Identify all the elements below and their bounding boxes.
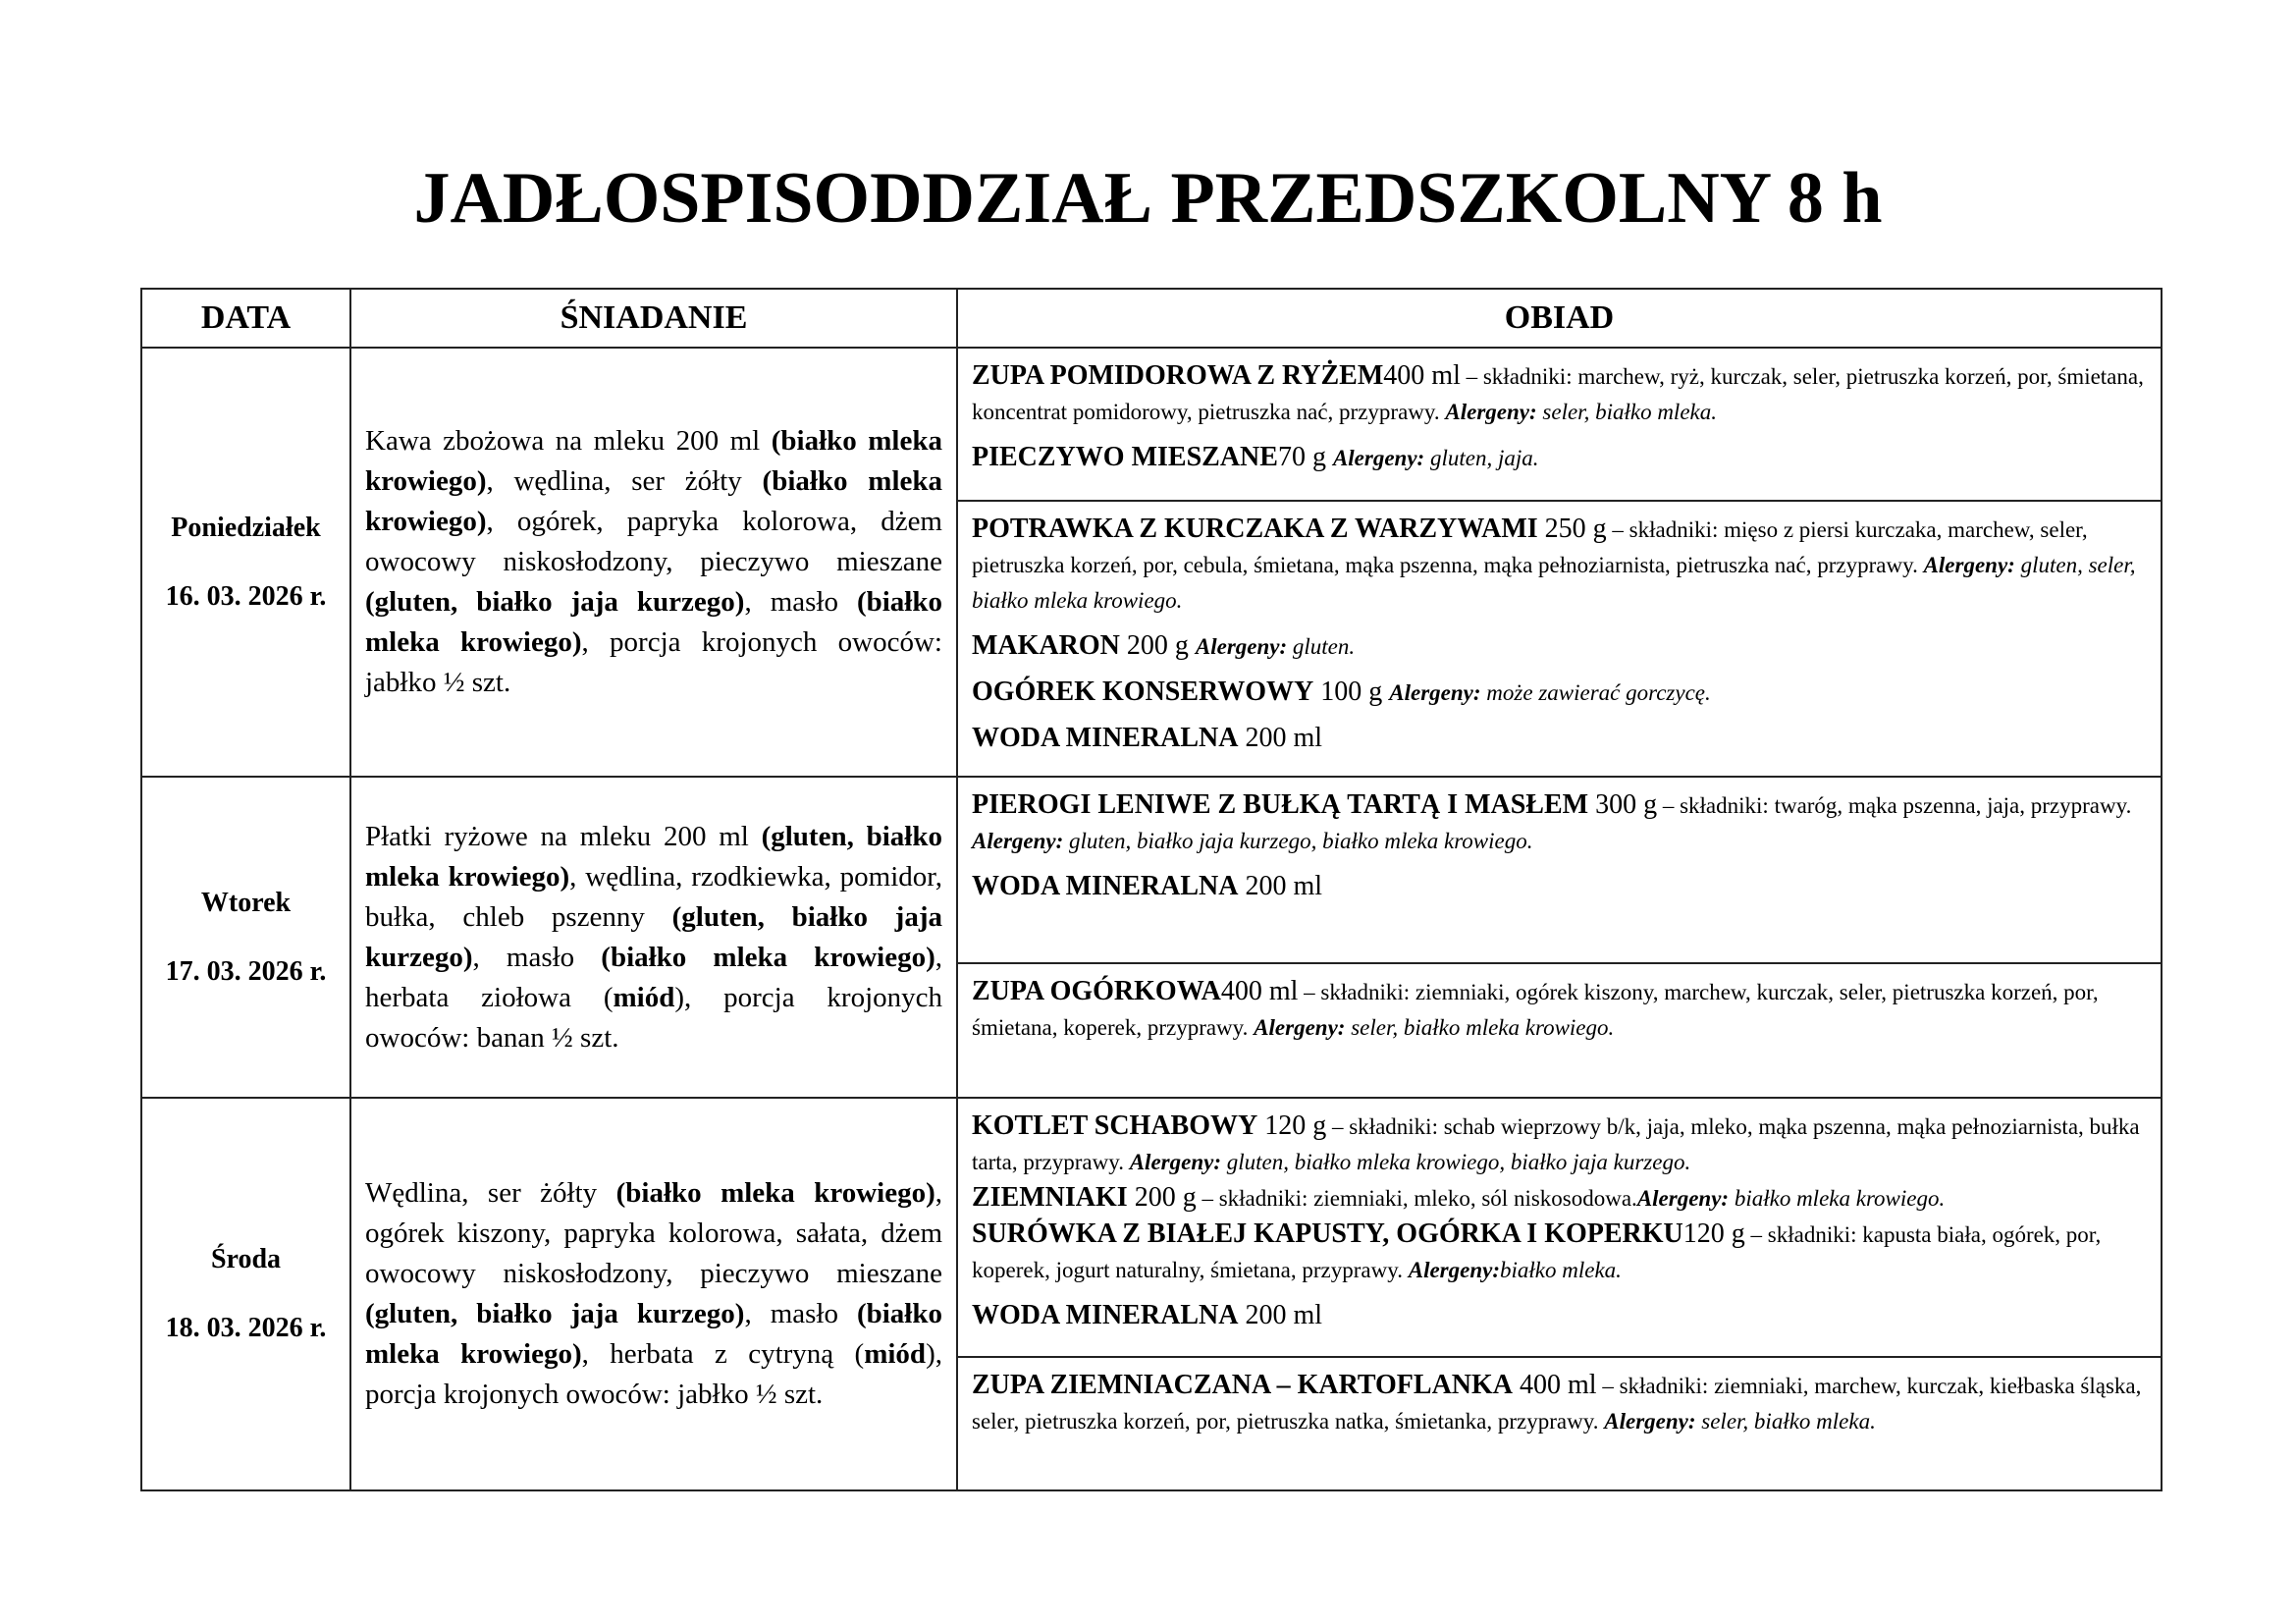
breakfast-text: , masło [472,941,602,973]
lunch-cell [957,348,2162,501]
breakfast-text: , masło [744,586,857,618]
allergen-text: (białko mleka krowiego) [365,425,942,497]
dish-quantity: 120 g [1257,1110,1327,1141]
dish-ingredients: – składniki: ziemniaki, mleko, sól niskosodowa. [1196,1186,1637,1211]
allergen-list: seler, białko mleka. [1695,1409,1876,1434]
header-date: DATA [141,289,350,348]
allergen-label: Alergeny: [1254,1015,1346,1040]
allergen-list: białko mleka. [1500,1258,1622,1282]
menu-table [140,288,2163,1491]
allergen-text: (białko mleka krowiego) [365,586,942,658]
dish-quantity: 200 ml [1238,1300,1323,1330]
allergen-text: (białko mleka krowiego) [365,1298,942,1370]
dish-ingredients: – składniki: mięso z piersi kurczaka, marchew, seler, pietruszka korzeń, por, cebula, śmietana, mąka pszenna, mąka pełnoziarnista, pietruszka nać, przyprawy. [972,517,2088,577]
allergen-label: Alergeny: [1636,1186,1730,1211]
dish-ingredients: – składniki: kapusta biała, ogórek, por, koperek, jogurt naturalny, śmietana, przyprawy. [972,1222,2102,1282]
lunch-item [972,675,2147,711]
dish-name: OGÓREK KONSERWOWY [972,677,1314,707]
lunch-item [972,974,2147,1046]
allergen-label: Alergeny: [1129,1150,1221,1174]
dish-quantity: 100 g [1313,677,1390,707]
allergen-text: miód [613,981,675,1013]
lunch-item [972,1217,2147,1288]
allergen-list: gluten, białko jaja kurzego, białko mleka krowiego. [1063,829,1533,853]
dish-ingredients: – składniki: schab wieprzowy b/k, jaja, mleko, mąka pszenna, mąka pełnoziarnista, bułka tarta, przyprawy. [972,1114,2140,1174]
dish-quantity: 200 ml [1238,723,1323,753]
dish-name: SURÓWKA Z BIAŁEJ KAPUSTY, OGÓRKA I KOPERKU [972,1218,1683,1249]
breakfast-text: , porcja krojonych owoców: jabłko ½ szt. [365,626,942,698]
allergen-label: Alergeny: [972,829,1064,853]
dish-name: MAKARON [972,630,1120,661]
lunch-cell [957,501,2162,777]
day-date: 17. 03. 2026 r. [165,955,327,987]
breakfast-text: , ogórek kiszony, papryka kolorowa, sałata, dżem owocowy niskosłodzony, pieczywo mieszane [365,1177,943,1289]
breakfast-text: Płatki ryżowe na mleku 200 ml [365,820,762,852]
date-cell [141,1098,350,1490]
allergen-label: Alergeny: [1923,553,2015,577]
lunch-item [972,869,2147,905]
header-breakfast: ŚNIADANIE [350,289,957,348]
dish-quantity: 200 g [1127,1182,1197,1213]
date-cell [141,777,350,1098]
allergen-list: gluten, seler, białko mleka krowiego. [972,553,2136,613]
allergen-text: (gluten, białko jaja kurzego) [365,1298,745,1329]
dish-quantity: 300 g [1588,789,1658,820]
dish-name: ZUPA ZIEMNIACZANA – KARTOFLANKA [972,1370,1514,1400]
allergen-text: miód [864,1338,927,1370]
lunch-item [972,440,2147,476]
allergen-list: gluten. [1287,634,1356,659]
breakfast-text: , herbata ziołowa ( [365,941,942,1013]
table-row [141,1098,2162,1357]
dish-name: ZUPA POMIDOROWA Z RYŻEM [972,360,1384,391]
dish-ingredients: – składniki: ziemniaki, marchew, kurczak, kiełbaska śląska, seler, pietruszka korzeń, por, pietruszka natka, śmietanka, przyprawy. [972,1374,2142,1434]
dish-quantity: 400 ml [1513,1370,1597,1400]
allergen-list: białko mleka krowiego. [1729,1186,1946,1211]
dish-quantity: 250 g [1537,514,1607,544]
breakfast-text: ), porcja krojonych owoców: banan ½ szt. [365,981,942,1054]
dish-quantity: 200 ml [1238,871,1323,901]
dish-quantity: 400 ml [1220,976,1299,1006]
breakfast-text: ), porcja krojonych owoców: jabłko ½ szt. [365,1338,942,1410]
allergen-text: (gluten, białko jaja kurzego) [365,900,942,973]
dish-ingredients: – składniki: marchew, ryż, kurczak, seler, pietruszka korzeń, por, śmietana, koncentrat pomidorowy, pietruszka nać, przyprawy. [972,364,2144,424]
dish-name: WODA MINERALNA [972,871,1239,901]
menu-body [141,348,2162,1490]
lunch-item [972,1180,2147,1217]
day-name: Poniedziałek [171,512,321,543]
day-name: Wtorek [200,887,292,918]
dish-name: ZIEMNIAKI [972,1182,1128,1213]
dish-name: ZUPA OGÓRKOWA [972,976,1221,1006]
allergen-label: Alergeny: [1389,680,1481,705]
dish-quantity: 120 g [1682,1218,1745,1249]
dish-name: WODA MINERALNA [972,723,1239,753]
breakfast-text: , herbata z cytryną ( [581,1338,865,1370]
allergen-label: Alergeny: [1332,446,1425,470]
lunch-item [972,1368,2147,1439]
lunch-item [972,721,2147,757]
lunch-cell [957,963,2162,1098]
lunch-item [972,628,2147,665]
breakfast-cell [350,1098,957,1490]
allergen-label: Alergeny: [1408,1258,1500,1282]
breakfast-text: Kawa zbożowa na mleku 200 ml [365,425,772,457]
breakfast-text: , masło [744,1298,857,1329]
dish-quantity: 200 g [1119,630,1196,661]
day-date: 18. 03. 2026 r. [165,1313,327,1343]
allergen-text: (białko mleka krowiego) [615,1177,935,1209]
breakfast-text: Wędlina, ser żółty [365,1177,616,1209]
dish-name: KOTLET SCHABOWY [972,1110,1258,1141]
lunch-item [972,358,2147,430]
dish-ingredients: – składniki: ziemniaki, ogórek kiszony, marchew, kurczak, seler, pietruszka korzeń, por, śmietana, koperek, przyprawy. [972,980,2099,1040]
breakfast-cell [350,777,957,1098]
dish-quantity: 400 ml [1383,360,1461,391]
allergen-list: seler, białko mleka. [1536,400,1717,424]
dish-ingredients: – składniki: twaróg, mąka pszenna, jaja, przyprawy. [1657,793,2132,818]
header-row [141,289,2162,348]
dish-name: POTRAWKA Z KURCZAKA Z WARZYWAMI [972,514,1538,544]
allergen-text: (białko mleka krowiego) [601,941,935,973]
lunch-item [972,787,2147,859]
lunch-item [972,1298,2147,1334]
day-date: 16. 03. 2026 r. [165,580,327,612]
dish-name: PIEROGI LENIWE Z BUŁKĄ TARTĄ I MASŁEM [972,789,1589,820]
breakfast-cell [350,348,957,777]
dish-name: WODA MINERALNA [972,1300,1239,1330]
allergen-label: Alergeny: [1604,1409,1696,1434]
header-lunch: OBIAD [957,289,2162,348]
allergen-list: seler, białko mleka krowiego. [1345,1015,1615,1040]
dish-name: PIECZYWO MIESZANE [972,442,1278,472]
allergen-list: gluten, białko mleka krowiego, białko jaja kurzego. [1220,1150,1691,1174]
lunch-cell [957,1098,2162,1357]
date-cell [141,348,350,777]
lunch-item [972,1109,2147,1180]
allergen-list: gluten, jaja. [1424,446,1539,470]
allergen-list: może zawierać gorczycę. [1480,680,1711,705]
page-title: JADŁOSPISODDZIAŁ PRZEDSZKOLNY 8 h [413,158,1883,239]
breakfast-text: , wędlina, ser żółty [486,465,763,497]
allergen-text: (gluten, białko jaja kurzego) [365,586,745,618]
breakfast-text: , wędlina, rzodkiewka, pomidor, bułka, chleb pszenny [365,860,942,933]
allergen-text: (białko mleka krowiego) [365,465,942,537]
allergen-label: Alergeny: [1445,400,1537,424]
table-row [141,777,2162,963]
lunch-cell [957,777,2162,963]
allergen-label: Alergeny: [1195,634,1288,659]
day-name: Środa [210,1244,282,1274]
allergen-text: (gluten, białko mleka krowiego) [365,820,942,893]
breakfast-text: , ogórek, papryka kolorowa, dżem owocowy niskosłodzony, pieczywo mieszane [365,506,942,577]
dish-quantity: 70 g [1277,442,1333,472]
table-row [141,348,2162,501]
lunch-cell [957,1357,2162,1490]
lunch-item [972,512,2147,619]
